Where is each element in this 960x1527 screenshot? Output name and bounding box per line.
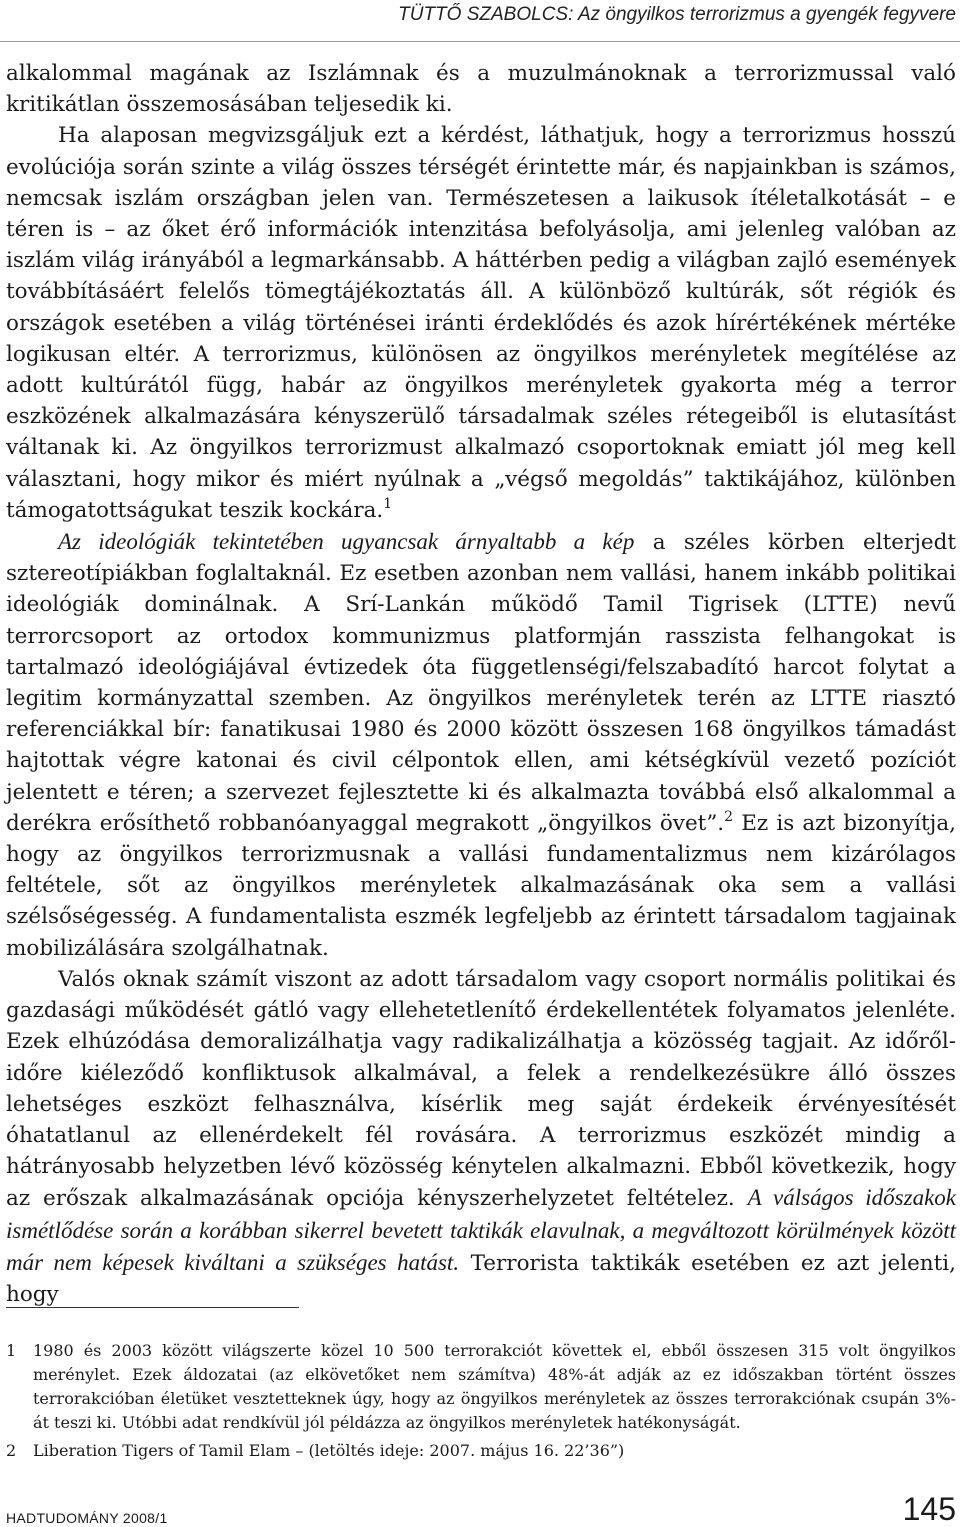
header-rule bbox=[0, 41, 960, 42]
footnote-text: Liberation Tigers of Tamil Elam – (letöltés ideje: 2007. május 16. 22’36”) bbox=[33, 1441, 625, 1460]
paragraph-continuation bbox=[6, 58, 956, 120]
italic-lead: Az ideológiák tekintetében ugyancsak árnyaltabb a kép bbox=[58, 529, 635, 555]
italic-passage: A válságos időszakok ismétlődése során a korábban sikerrel bevetett taktikák elavulnak, a megváltozott körülmények között már nem képesek kiváltani a szükséges hatást. bbox=[6, 1185, 956, 1275]
paragraph-text: alkalommal magának az Iszlámnak és a muzulmánoknak a terrorizmussal való kritikátlan összemosásában teljesedik ki. bbox=[6, 61, 956, 118]
footnote-ref-1[interactable]: 1 bbox=[383, 495, 393, 512]
paragraph bbox=[6, 526, 956, 964]
footnote-number: 2 bbox=[6, 1441, 17, 1460]
paragraph bbox=[6, 120, 956, 526]
footnote-text: 1980 és 2003 között világszerte közel 10 500 terrorakciót követtek el, ebből összesen 315 volt öngyilkos merénylet. Ezek áldozatai (az elkövetőket nem számítva) 48%-át adják az ez időszakban történt összes terrorakcióban életüket vesztetteknek úgy, hogy az öngyilkos merényletek az összes terrorakciónak csupán 3%-át teszi ki. Utóbbi adat rendkívül jól példázza az öngyilkos merényletek hatékonyságát. bbox=[33, 1341, 956, 1432]
running-head: TÜTTŐ SZABOLCS: Az öngyilkos terrorizmus a gyengék fegyvere bbox=[398, 4, 956, 25]
paragraph bbox=[6, 964, 956, 1310]
page-number: 145 bbox=[902, 1491, 956, 1527]
paragraph-text: a széles körben elterjedt sztereotípiákban foglaltaknál. Ez esetben azonban nem vallási, hanem inkább politikai ideológiák dominálnak. A Srí-Lankán működő Tamil Tigrisek (LTTE) nevű terrorcsoport az ortodox kommunizmus platformján rasszista felhangokat is tartalmazó ideológiájával évtizedek óta függetlenségi/felszabadító harcot folytat a legitim kormányzattal szemben. Az öngyilkos merényletek terén az LTTE riasztó referenciákkal bír: fanatikusai 1980 és 2000 között összesen 168 öngyilkos támadást hajtottak végre katonai és civil célpontok ellen, ami kétségkívül vezető pozíciót jelentett e téren; a szervezet fejlesztette ki és alkalmazta továbbá első alkalommal a derékra erősíthető robbanóanyaggal megrakott „öngyilkos övet”. bbox=[6, 530, 956, 836]
paragraph-text: Ez is azt bizonyítja, hogy az öngyilkos terrorizmusnak a vallási fundamentalizmus nem kizárólagos feltétele, sőt az öngyilkos merényletek alkalmazásának oka sem a vallási szélsőségesség. A fundamentalista eszmék legfeljebb az érintett társadalom tagjainak mobilizálására szolgálhatnak. bbox=[6, 810, 956, 961]
footnote-number: 1 bbox=[6, 1341, 17, 1360]
paragraph-text: Ha alaposan megvizsgáljuk ezt a kérdést, láthatjuk, hogy a terrorizmus hosszú evolúciója során szinte a világ összes térségét érintette már, és napjainkban is számos, nemcsak iszlám országban jelen van. Természetesen a laikusok ítéletalkotását – e téren is – az őket érő információk intenzitása befolyásolja, ami jelenleg valóban az iszlám világ irányából a legmarkánsabb. A háttérben pedig a világban zajló események továbbításáért felelős tömegtájékoztatás áll. A különböző kultúrák, sőt régiók és országok esetében a világ történései iránti érdeklődés és azok hírértékének mértéke logikusan eltér. A terrorizmus, különösen az öngyilkos merényletek megítélése az adott kultúrától függ, habár az öngyilkos merényletek gyakorta még a terror eszközének alkalmazására kényszerülő társadalmak széles rétegeiből is elutasítást váltanak ki. Az öngyilkos terrorizmust alkalmazó csoportoknak emiatt jól meg kell választani, hogy mikor és miért nyúlnak a „végső megoldás” taktikájához, különben támogatottságukat teszik kockára. bbox=[6, 123, 956, 523]
paragraph-text: Valós oknak számít viszont az adott társadalom vagy csoport normális politikai és gazdasági működését gátló vagy ellehetetlenítő érdekellentétek folyamatos jelenléte. Ezek elhúzódása demoralizálhatja vagy radikalizálhatja a közösség tagjait. Az időről-időre kiéleződő konfliktusok alkalmával, a felek a rendelkezésükre álló összes lehetséges eszközt felhasználva, kísérlik meg saját érdekeik érvényesítését óhatatlanul az ellenérdekelt fél rovására. A terrorizmus eszközét mindig a hátrányosabb helyzetben lévő közösség kénytelen alkalmazni. Ebből következik, hogy az erőszak alkalmazásának opciója kényszerhelyzetet feltételez. bbox=[6, 966, 956, 1212]
journal-issue: HADTUDOMÁNY 2008/1 bbox=[6, 1510, 168, 1526]
footnotes bbox=[6, 1339, 956, 1463]
body-text bbox=[6, 58, 956, 1310]
footnote-rule bbox=[6, 1307, 299, 1308]
footnote-item bbox=[6, 1339, 956, 1435]
footnote-ref-2[interactable]: 2 bbox=[724, 808, 734, 825]
paragraph-text: Terrorista taktikák esetében ez azt jelenti, hogy bbox=[6, 1250, 957, 1307]
footnote-item bbox=[6, 1439, 956, 1463]
